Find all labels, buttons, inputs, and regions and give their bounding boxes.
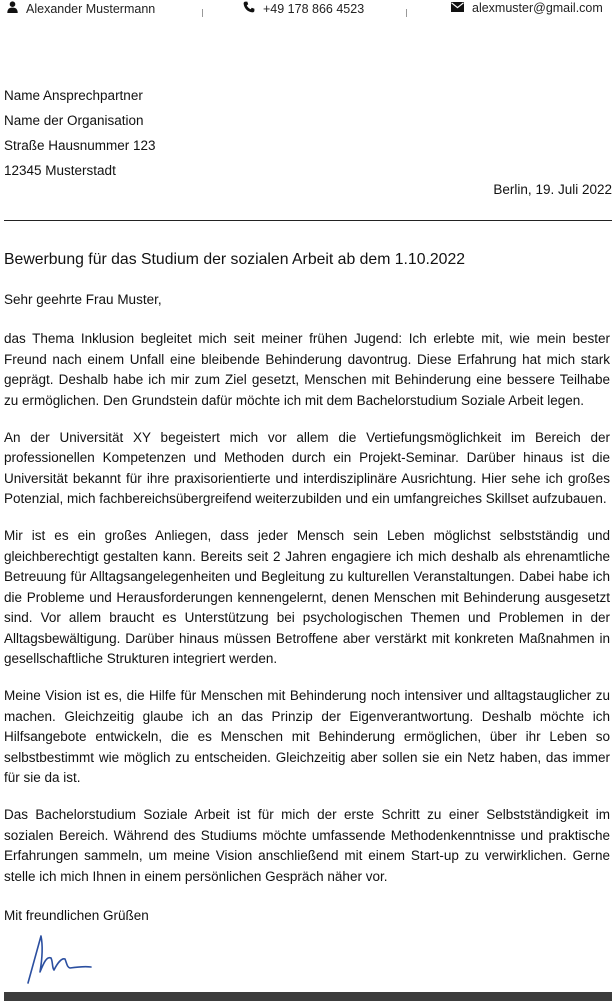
header-email-text[interactable]: alexmuster@gmail.com <box>472 1 603 15</box>
letter-date: Berlin, 19. Juli 2022 <box>493 182 612 197</box>
header-email <box>451 1 603 15</box>
closing-phrase: Mit freundlichen Grüßen <box>4 908 149 923</box>
phone-icon <box>243 1 255 16</box>
recipient-street: Straße Hausnummer 123 <box>4 138 156 153</box>
body-paragraph: An der Universität XY begeistert mich vor allem die Vertiefungsmöglichkeit im Bereich der professionellen Kompetenzen und Methoden durch ein Projekt-Seminar. Darüber hinaus ist die Universität bekannt für ihre praxisorientierte und interdisziplinäre Ausrichtung. Hier sehe ich großes Potenzial, mich fachbereichsübergreifend weiterzubilden und ein umfangreiches Skillset aufzubauen. <box>4 429 610 506</box>
horizontal-divider <box>4 220 612 221</box>
signature <box>14 928 104 988</box>
recipient-contact: Name Ansprechpartner <box>4 88 143 103</box>
recipient-organisation: Name der Organisation <box>4 113 144 128</box>
header-phone-text[interactable]: +49 178 866 4523 <box>263 1 365 16</box>
letter-subject: Bewerbung für das Studium der sozialen Arbeit ab dem 1.10.2022 <box>4 251 466 268</box>
header-name-text: Alexander Mustermann <box>26 1 156 16</box>
user-icon <box>7 1 18 16</box>
letter-body <box>4 329 610 904</box>
body-paragraph: das Thema Inklusion begleitet mich seit meiner frühen Jugend: Ich erlebte mit, wie mein bester Freund nach einem Unfall eine bleibende Behinderung davontrug. Diese Erfahrung hat mich stark geprägt. Deshalb habe ich mir zum Ziel gesetzt, Menschen mit Behinderung eine bessere Teilhabe zu ermöglichen. Den Grundstein dafür möchte ich mit dem Bachelorstudium Soziale Arbeit legen. <box>4 331 610 408</box>
salutation: Sehr geehrte Frau Muster, <box>4 292 162 307</box>
header-name <box>7 1 155 16</box>
header-divider <box>202 9 203 17</box>
body-paragraph: Mir ist es ein großes Anliegen, dass jeder Mensch sein Leben möglichst selbstständig und gleichberechtigt gestalten kann. Bereits seit 2 Jahren engagiere ich mich deshalb als ehrenamtliche Betreuung für Alltagsangelegenheiten und Begleitung zu kulturellen Veranstaltungen. Dabei habe ich die Probleme und Herausforderungen kennengelernt, denen Menschen mit Behinderung ausgesetzt sind. Vor allem braucht es Unterstützung bei psychologischen Themen und Problemen in der Alltagsbewältigung. Darüber hinaus müssen Betroffene aber verstärkt mit konkreten Maßnahmen in gesellschaftliche Strukturen integriert werden. <box>4 528 610 666</box>
header-phone <box>243 1 364 16</box>
body-paragraph: Meine Vision ist es, die Hilfe für Menschen mit Behinderung noch intensiver und alltagstauglicher zu machen. Gleichzeitig glaube ich an das Prinzip der Eigenverantwortung. Deshalb möchte ich Hilfsangebote entwickeln, die es Menschen mit Behinderung ermöglichen, über ihr Leben so selbstbestimmt wie möglich zu entscheiden. Gleichzeitig aber sollen sie ein Netz haben, das immer für sie da ist. <box>4 688 610 785</box>
body-paragraph: Das Bachelorstudium Soziale Arbeit ist für mich der erste Schritt zu einer Selbstständigkeit im sozialen Bereich. Während des Studiums möchte umfassende Methodenkenntnisse und praktische Erfahrungen sammeln, um meine Vision anschließend mit einem Start-up zu verwirklichen. Gerne stelle ich mich Ihnen in einem persönlichen Gespräch näher vor. <box>4 807 610 884</box>
recipient-address <box>4 83 156 183</box>
header-divider <box>406 9 407 17</box>
recipient-city: 12345 Musterstadt <box>4 163 116 178</box>
footer-bar <box>4 992 612 1001</box>
contact-header <box>0 0 616 20</box>
envelope-icon <box>451 1 464 15</box>
